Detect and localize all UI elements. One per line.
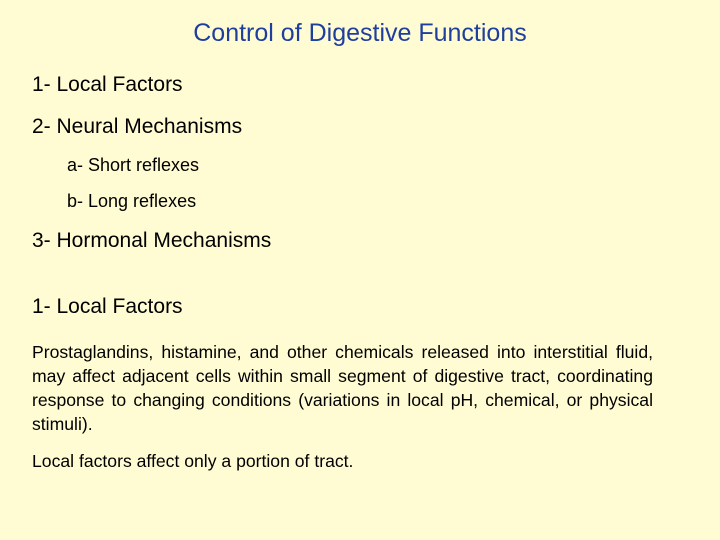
section-heading: 1- Local Factors — [32, 295, 183, 318]
outline-subitem-short-reflexes: a- Short reflexes — [67, 155, 200, 175]
outline-item-neural-mechanisms: 2- Neural Mechanisms — [32, 115, 243, 138]
section-paragraph: Prostaglandins, histamine, and other chemicals released into interstitial fluid, may affect adjacent cells within small segment of digestive tract, coordinating response to changing conditions (variations in local pH, chemical, or physical stimuli). — [32, 342, 653, 434]
slide-title: Control of Digestive Functions — [193, 19, 527, 47]
outline-subitem-long-reflexes: b- Long reflexes — [67, 191, 197, 211]
section-note: Local factors affect only a portion of tract. — [32, 451, 354, 471]
outline-item-local-factors: 1- Local Factors — [32, 73, 183, 96]
outline-item-hormonal-mechanisms: 3- Hormonal Mechanisms — [32, 229, 272, 252]
